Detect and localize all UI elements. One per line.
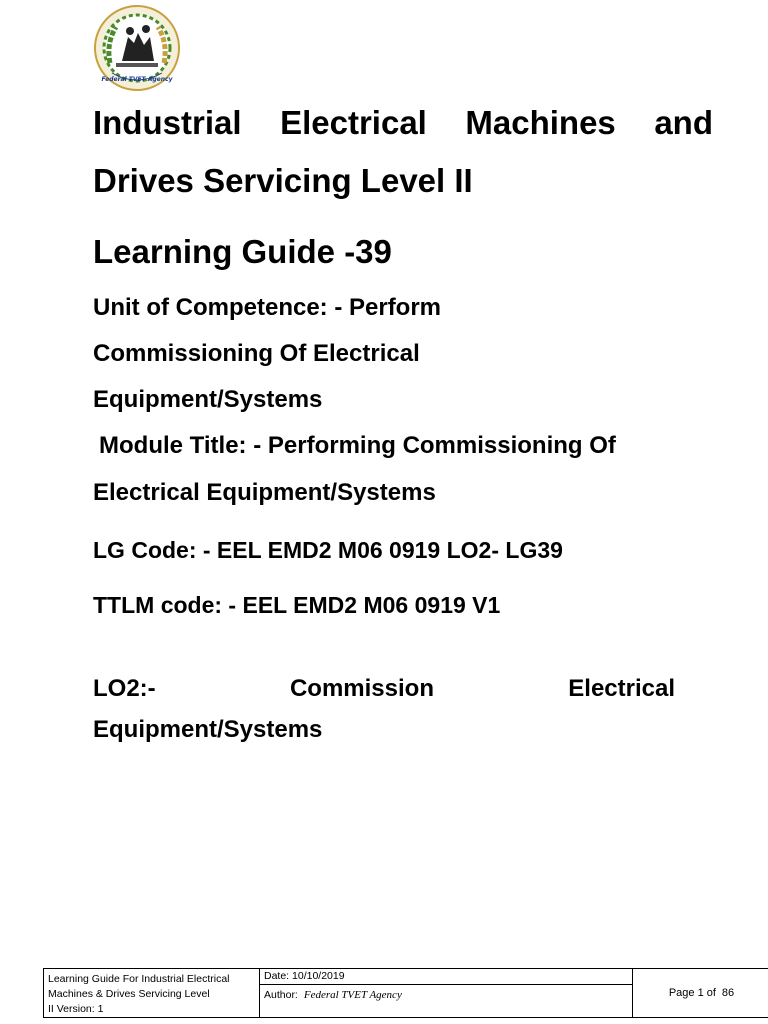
learning-outcome-line-2: Equipment/Systems: [93, 716, 323, 743]
lo-word: Commission: [289, 675, 434, 702]
page-label: Page 1 of: [668, 987, 716, 999]
footer-version: II Version: 1: [48, 1003, 104, 1015]
title-word: and: [654, 104, 713, 141]
footer-guide-info: [44, 969, 260, 1017]
author-label: Author:: [264, 989, 298, 1001]
learning-outcome-line-1: [93, 675, 675, 703]
title-word: Machines: [465, 104, 616, 141]
module-title-line-1: Module Title: - Performing Commissioning Of: [99, 432, 616, 459]
footer-meta: [260, 969, 633, 1017]
footer-date: Date: 10/10/2019: [260, 969, 632, 985]
lo-word: Electrical: [568, 675, 675, 702]
module-title-line-2: Electrical Equipment/Systems: [93, 479, 436, 506]
agency-logo: [92, 3, 182, 93]
footer-guide-line-2: Machines & Drives Servicing Level: [48, 988, 210, 1000]
footer-page-number: [633, 969, 768, 1017]
title-word: Industrial: [93, 104, 242, 141]
unit-of-competence-line-3: Equipment/Systems: [93, 386, 323, 413]
page-total: 86: [721, 987, 735, 999]
learning-guide-number: Learning Guide -39: [93, 233, 392, 270]
document-title-line-1: [93, 104, 713, 142]
author-name: Federal TVET Agency: [303, 989, 402, 1001]
title-word: Electrical: [280, 104, 427, 141]
lo-word: LO2:-: [93, 675, 156, 702]
logo-caption: Federal TVET Agency: [101, 76, 173, 83]
logo-emblem-icon: [92, 3, 182, 93]
footer-guide-line-1: Learning Guide For Industrial Electrical: [48, 973, 230, 985]
unit-of-competence-line-1: Unit of Competence: - Perform: [93, 294, 442, 321]
ttlm-code: TTLM code: - EEL EMD2 M06 0919 V1: [93, 592, 501, 618]
unit-of-competence-line-2: Commissioning Of Electrical: [93, 340, 420, 367]
document-title-line-2: Drives Servicing Level II: [93, 162, 473, 199]
lg-code: LG Code: - EEL EMD2 M06 0919 LO2- LG39: [93, 537, 563, 563]
page-footer-table: [43, 968, 768, 1018]
footer-author: [260, 985, 632, 1005]
